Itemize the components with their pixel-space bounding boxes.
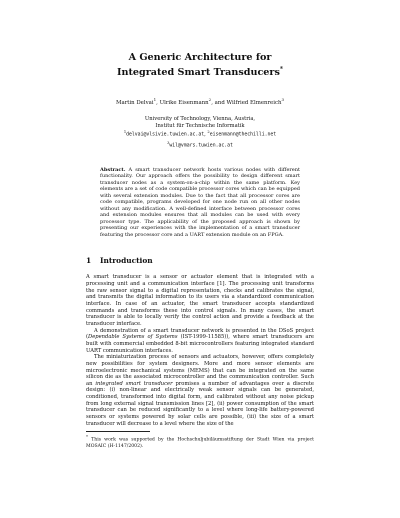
email-link-1[interactable]: delvai@vlsivie.tuwien.ac.at xyxy=(126,132,205,138)
footnote-rule xyxy=(86,431,150,432)
footnote: * This work was supported by the Hochschuljubiläumsstiftung der Stadt Wien via project MOSAIC (H-1147/2002). xyxy=(86,434,315,449)
title-line-2: Integrated Smart Transducers* xyxy=(117,66,283,79)
abstract xyxy=(100,167,300,239)
author-3: Wilfried Elmenreich xyxy=(226,99,282,106)
author-2: Ulrike Eisenmann xyxy=(159,99,209,106)
author-1: Martin Delvai xyxy=(115,99,154,106)
author-list: Martin Delvai$^1$, Ulrike Eisenmann$^2$, and Wilfried Elmenreich$^3$ xyxy=(115,97,285,106)
email-link-3[interactable]: wil@vmars.tuwien.ac.at xyxy=(169,143,233,149)
footnote-mark: * xyxy=(86,434,88,440)
title-footnote-mark: * xyxy=(279,66,283,73)
section-title: Introduction xyxy=(100,256,153,266)
section-heading-introduction xyxy=(86,256,314,265)
affiliation-emails-line-1: $^1$delvai@vlsivie.tuwien.ac.at, $^2$eisenmann@thechilli.net xyxy=(123,130,277,138)
intro-paragraph-2: A demonstration of a smart transducer network is presented in the DSoS project (Dependable Systems of Systems (IST-1999-11585)), where smart transducers are built with commercial embedded 8-bit microcontrollers featuring integrated standard UART communication interfaces. xyxy=(86,327,314,354)
abstract-text: A smart transducer network hosts various nodes with different functionality. Our approach offers the possibility to design different smart transducer nodes as a system-on-a-chip within the same platform. Key elements are a set of code compatible processor cores which can be equipped with several extension modules. Due to the fact that all processor cores are code compatible, programs developed for one node run on all other nodes without any modification. A well-defined interface between processor cores and extension modules ensures that all modules can be used with every processor type. The applicability of the proposed approach is shown by presenting our experiences with the implementation of a smart transducer featuring the processor core and a UART extension module on an FPGA. xyxy=(100,166,300,238)
intro-paragraph-1: A smart transducer is a sensor or actuator element that is integrated with a processing unit and a communication interface [1]. The processing unit transforms the raw sensor signal to a digital representation, checks and calibrates the signal, and transmits the digital information to its users via a standardized communication interface. In case of an actuator, the smart transducer accepts standardized commands and transforms these into control signals. In many cases, the smart transducer is able to locally verify the control action and provide a feedback at the transducer interface. xyxy=(86,274,314,327)
abstract-label: Abstract. xyxy=(100,166,126,173)
paper-title xyxy=(86,52,314,79)
affiliation-university: University of Technology, Vienna, Austria, xyxy=(144,115,256,122)
affiliation xyxy=(86,116,314,150)
affiliation-emails-line-2: $^3$wil@vmars.tuwien.ac.at xyxy=(167,140,233,149)
title-line-1: A Generic Architecture for xyxy=(128,52,272,63)
email-link-2[interactable]: eisenmann@thechilli.net xyxy=(209,132,277,138)
section-number: 1 xyxy=(86,256,92,266)
intro-paragraph-3: The miniaturization process of sensors and actuators, however, offers completely new possibilities for system designers. More and more sensor elements are microelectronic mechanical systems (MEMS) that can be integrated on the same silicon die as the associated microcontroller and the communication controller. Such an integrated smart transducer promises a number of advantages over a discrete design: (i) non-linear and electrically weak sensor signals can be generated, conditioned, transformed into digital form, and calibrated without any noise pickup from long external signal transmission lines [2], (ii) power consumption of the smart transducer can be reduced significantly to a level where long-life battery-powered sensors or systems powered by solar cells are possible, (iii) the size of a smart transducer will decrease to a level where the size of the xyxy=(86,354,314,427)
affiliation-institute: Institut für Technische Informatik xyxy=(155,122,245,129)
